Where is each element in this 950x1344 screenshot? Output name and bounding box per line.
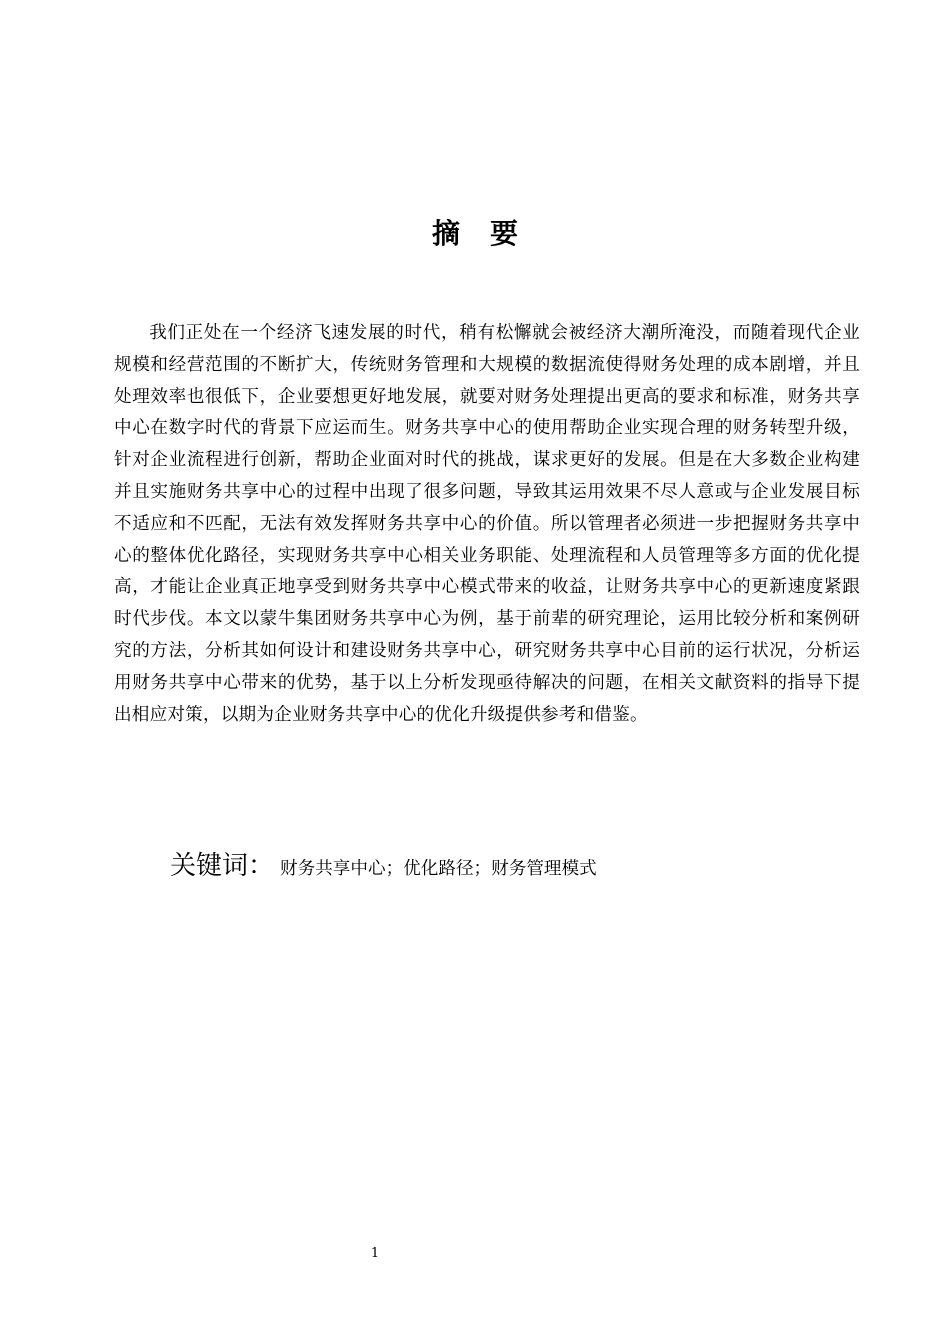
title-char-1: 摘 xyxy=(431,217,460,250)
keywords-label: 关键词： xyxy=(170,851,275,881)
page-number: 1 xyxy=(370,1246,380,1261)
abstract-title xyxy=(0,212,950,256)
title-char-2: 要 xyxy=(490,217,519,250)
keywords-line xyxy=(170,846,597,889)
keywords-text: 财务共享中心；优化路径；财务管理模式 xyxy=(280,859,597,879)
abstract-body: 我们正处在一个经济飞速发展的时代，稍有松懈就会被经济大潮所淹没，而随着现代企业规模和经营范围的不断扩大，传统财务管理和大规模的数据流使得财务处理的成本剧增，并且处理效率也很低下，企业要想更好地发展，就要对财务处理提出更高的要求和标准，财务共享中心在数字时代的背景下应运而生。财务共享中心的使用帮助企业实现合理的财务转型升级，针对企业流程进行创新，帮助企业面对时代的挑战，谋求更好的发展。但是在大多数企业构建并且实施财务共享中心的过程中出现了很多问题，导致其运用效果不尽人意或与企业发展目标不适应和不匹配，无法有效发挥财务共享中心的价值。所以管理者必须进一步把握财务共享中心的整体优化路径，实现财务共享中心相关业务职能、处理流程和人员管理等多方面的优化提高，才能让企业真正地享受到财务共享中心模式带来的收益，让财务共享中心的更新速度紧跟时代步伐。本文以蒙牛集团财务共享中心为例，基于前辈的研究理论，运用比较分析和案例研究的方法，分析其如何设计和建设财务共享中心，研究财务共享中心目前的运行状况，分析运用财务共享中心带来的优势，基于以上分析发现亟待解决的问题，在相关文献资料的指导下提出相应对策，以期为企业财务共享中心的优化升级提供参考和借鉴。 xyxy=(114,323,860,725)
